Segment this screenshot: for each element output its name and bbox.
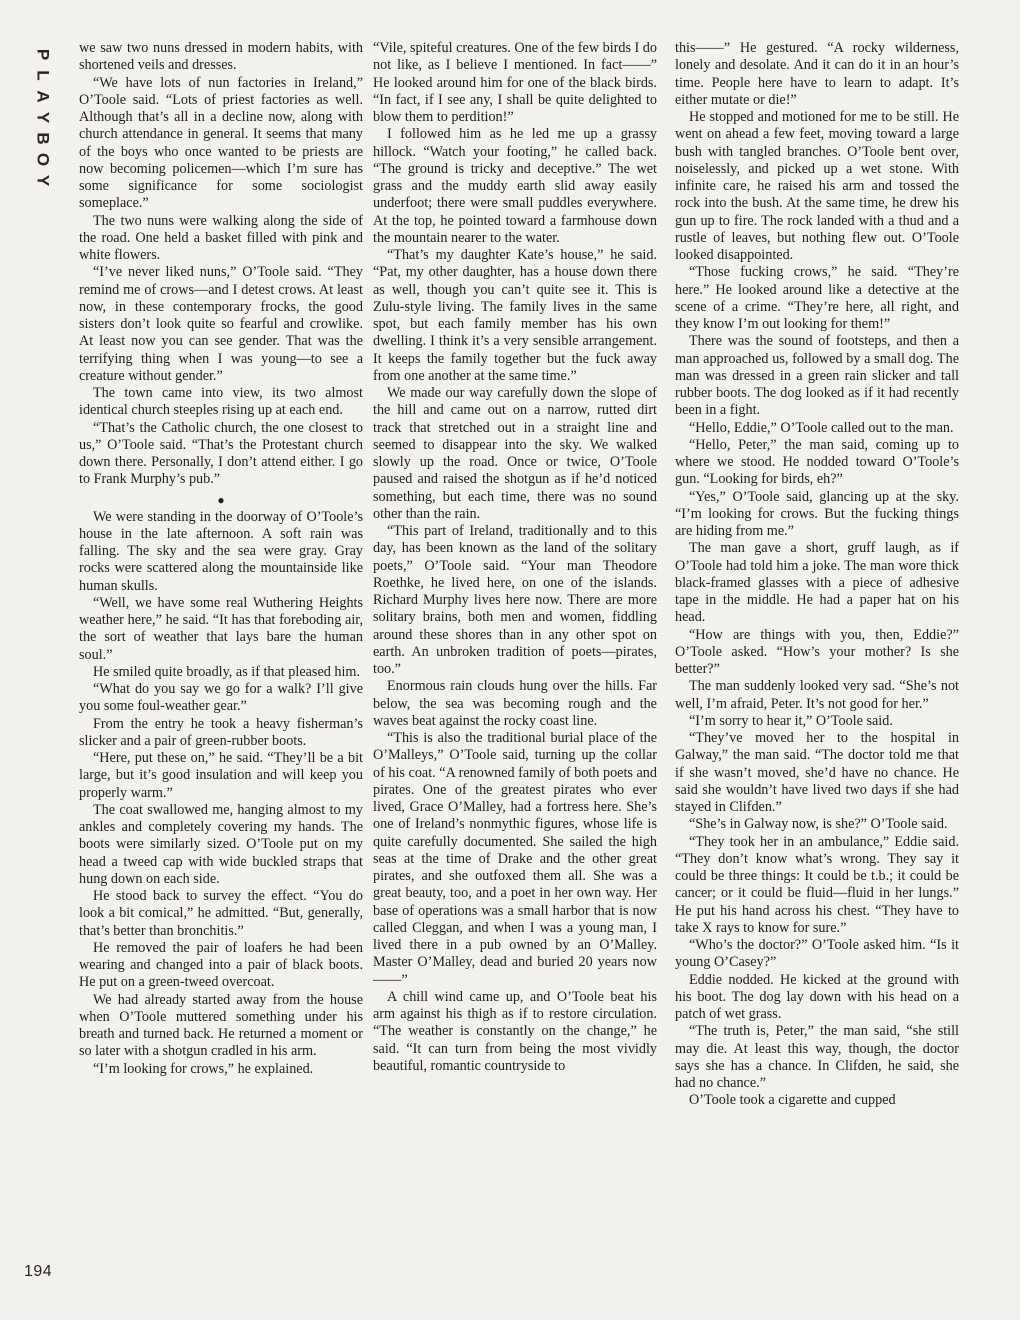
section-separator: ● xyxy=(217,492,225,507)
paragraph: “I’m sorry to hear it,” O’Toole said. xyxy=(689,712,893,729)
paragraph: He smiled quite broadly, as if that pleased him. xyxy=(93,663,360,680)
paragraph: Enormous rain clouds hung over the hills. Far below, the sea was becoming rough and the waves beat against the rocky coast line. xyxy=(373,678,657,729)
text-column-1 xyxy=(79,40,363,1078)
masthead-letter: A xyxy=(33,90,53,103)
paragraph: He stood back to survey the effect. “You do look a bit comical,” he admitted. “But, generally, that’s better than bronchitis.” xyxy=(79,888,363,939)
paragraph: “They took her in an ambulance,” Eddie said. “They don’t know what’s wrong. They say it could be three things: It could be t.b.; it could be cancer; or it could be fluid—fluid in her lungs.” He put his hand across his chest. “They have to take X rays to know for sure.” xyxy=(675,833,959,936)
paragraph: “That’s the Catholic church, the one closest to us,” O’Toole said. “That’s the Protestant church down there. Personally, I don’t attend either. I go to Frank Murphy’s pub.” xyxy=(79,419,363,488)
paragraph: “Who’s the doctor?” O’Toole asked him. “Is it young O’Casey?” xyxy=(675,937,959,971)
paragraph: O’Toole took a cigarette and cupped xyxy=(689,1092,896,1109)
paragraph: “Hello, Peter,” the man said, coming up to where we stood. He nodded toward O’Toole’s gun. “Looking for birds, eh?” xyxy=(675,436,959,488)
masthead-letter: P xyxy=(33,48,53,61)
paragraph: The two nuns were walking along the side of the road. One held a basket filled with pink and white flowers. xyxy=(79,212,363,263)
masthead-letter: Y xyxy=(33,111,53,124)
masthead-letter: L xyxy=(33,70,53,81)
magazine-masthead xyxy=(28,44,58,191)
paragraph: From the entry he took a heavy fisherman’s slicker and a pair of green-rubber boots. xyxy=(79,715,363,749)
masthead-letter: O xyxy=(33,152,53,167)
text-column-2 xyxy=(373,40,657,1075)
paragraph: We were standing in the doorway of O’Toole’s house in the late afternoon. A soft rain was falling. The sky and the sea were gray. Gray rocks were scattered along the mountainside like human skulls. xyxy=(79,508,363,594)
paragraph: A chill wind came up, and O’Toole beat his arm against his thigh as if to restore circulation. “The weather is constantly on the change,” he said. “It can turn from being the most vividly beautiful, romantic countryside to xyxy=(373,988,657,1074)
paragraph: this——” He gestured. “A rocky wilderness, lonely and desolate. And it can do it in an hour’s time. People here have to learn to adapt. It’s either mutate or die!” xyxy=(675,40,959,108)
paragraph: “Vile, spiteful creatures. One of the few birds I do not like, as I believe I mentioned. In fact——” He looked around him for one of the black birds. “In fact, if I see any, I shall be quite delighted to blow them to perdition!” xyxy=(373,40,657,125)
paragraph: The town came into view, its two almost identical church steeples rising up at each end. xyxy=(79,385,363,419)
paragraph: “Yes,” O’Toole said, glancing up at the sky. “I’m looking for crows. But the fucking things are hiding from me.” xyxy=(675,488,959,539)
text-column-3 xyxy=(675,40,959,1110)
paragraph: “This is also the traditional burial place of the O’Malleys,” O’Toole said, turning up the collar of his coat. “A renowned family of both poets and pirates. One of the greatest pirates who ever lived, Grace O’Malley, had a fortress here. She’s one of Ireland’s nonmythic figures, whose life is quite carefully documented. She sailed the high seas at the time of Drake and the other great pirates, and she outfoxed them all. She was a great beauty, too, and a poet in her own way. Her base of operations was a small harbor that is now called Cleggan, and when I was a young man, I lived there in a pub owned by an O’Malley. Master O’Malley, dead and buried 20 years now——” xyxy=(373,730,657,988)
paragraph: “They’ve moved her to the hospital in Galway,” the man said. “The doctor told me that if she wasn’t moved, she’d have no chance. He said she wouldn’t have lived two days if she had stayed in Clifden.” xyxy=(675,730,959,815)
paragraph: “Well, we have some real Wuthering Heights weather here,” he said. “It has that foreboding air, the sort of weather that lays bare the human soul.” xyxy=(79,594,363,663)
paragraph: “This part of Ireland, traditionally and to this day, has been known as the land of the solitary poets,” O’Toole said. “Your man Theodore Roethke, he lived here, on one of the islands. Richard Murphy lives here now. There are more solitary brains, both men and women, fiddling around these shores than in any other spot on earth. An unbroken tradition of poets—pirates, too.” xyxy=(373,523,657,677)
paragraph: The coat swallowed me, hanging almost to my ankles and completely covering my hands. The boots were similarly sized. O’Toole put on my head a tweed cap with wide buckled straps that hung down on each side. xyxy=(79,801,363,887)
paragraph: “The truth is, Peter,” the man said, “she still may die. At least this way, though, the doctor says she has a chance. In Clifden, he said, she had no chance.” xyxy=(675,1023,959,1091)
paragraph: There was the sound of footsteps, and then a man approached us, followed by a small dog. The man was dressed in a green rain slicker and tall rubber boots. The dog looked as if it had recently been in a fight. xyxy=(675,333,959,419)
paragraph: We made our way carefully down the slope of the hill and came out on a narrow, rutted dirt track that stretched out in a straight line and seemed to disappear into the sky. We walked slowly up the road. Once or twice, O’Toole paused and raised the shotgun as if he’d noticed something, but each time, there was no sound other than the rain. xyxy=(373,385,657,522)
paragraph: “We have lots of nun factories in Ireland,” O’Toole said. “Lots of priest factories as well. Although that’s all in a decline now, along with church attendance in general. It seems that many of the boys who once wanted to be priests are now becoming policemen—which I’m sure has some significance for some sociologist someplace.” xyxy=(79,74,363,212)
masthead-letter: Y xyxy=(33,174,53,187)
paragraph: “That’s my daughter Kate’s house,” he said. “Pat, my other daughter, has a house down there as well, though you can’t quite see it. This is Zulu-style living. The family lives in the same spot, but each family member has his own dwelling. I think it’s a very sensible arrangement. It keeps the family together but the fuck away from one another at the same time.” xyxy=(373,247,657,384)
paragraph: I followed him as he led me up a grassy hillock. “Watch your footing,” he called back. “The ground is tricky and deceptive.” The wet grass and the muddy earth slid away easily underfoot; there were small puddles everywhere. At the top, he pointed toward a farmhouse down the mountain nearer to the water. xyxy=(373,126,657,246)
paragraph: we saw two nuns dressed in modern habits, with shortened veils and dresses. xyxy=(79,40,363,74)
paragraph: “Here, put these on,” he said. “They’ll be a bit large, but it’s good insulation and will keep you properly warm.” xyxy=(79,750,363,801)
paragraph: We had already started away from the house when O’Toole muttered something under his breath and turned back. He returned a moment or so later with a shotgun cradled in his arm. xyxy=(79,991,363,1060)
paragraph: He stopped and motioned for me to be still. He went on ahead a few feet, moving toward a large bush with tangled branches. O’Toole bent over, noiselessly, and picked up a wet stone. With infinite care, he raised his arm and tossed the rock into the bush. At the same time, he drew his gun up to fire. The rock landed with a thud and a rustle of leaves, but nothing flew out. O’Toole looked disappointed. xyxy=(675,109,959,263)
paragraph: “I’ve never liked nuns,” O’Toole said. “They remind me of crows—and I detest crows. At least now, in these contemporary frocks, the good sisters don’t look quite so fearful and crowlike. At least now you can see gender. That was the terrifying thing when I was young—to see a creature without gender.” xyxy=(79,264,363,384)
masthead-letter: B xyxy=(33,132,53,145)
paragraph: The man gave a short, gruff laugh, as if O’Toole had told him a joke. The man wore thick black-framed glasses with a piece of adhesive tape in the middle. He had a paper hat on his head. xyxy=(675,540,959,626)
paragraph: “What do you say we go for a walk? I’ll give you some foul-weather gear.” xyxy=(79,681,363,715)
page-number: 194 xyxy=(24,1263,53,1280)
paragraph: Eddie nodded. He kicked at the ground with his boot. The dog lay down with his head on a patch of wet grass. xyxy=(675,971,959,1022)
paragraph: “She’s in Galway now, is she?” O’Toole said. xyxy=(689,816,948,833)
paragraph: “Hello, Eddie,” O’Toole called out to the man. xyxy=(689,419,954,436)
paragraph: He removed the pair of loafers he had been wearing and changed into a pair of black boots. He put on a green-tweed overcoat. xyxy=(79,939,363,991)
paragraph: “How are things with you, then, Eddie?” O’Toole asked. “How’s your mother? Is she better?” xyxy=(675,626,959,677)
paragraph: The man suddenly looked very sad. “She’s not well, I’m afraid, Peter. It’s not good for her.” xyxy=(675,678,959,712)
paragraph: “Those fucking crows,” he said. “They’re here.” He looked around like a detective at the scene of a crime. “They’re here, all right, and they know I’m out looking for them!” xyxy=(675,264,959,332)
paragraph: “I’m looking for crows,” he explained. xyxy=(93,1060,314,1077)
